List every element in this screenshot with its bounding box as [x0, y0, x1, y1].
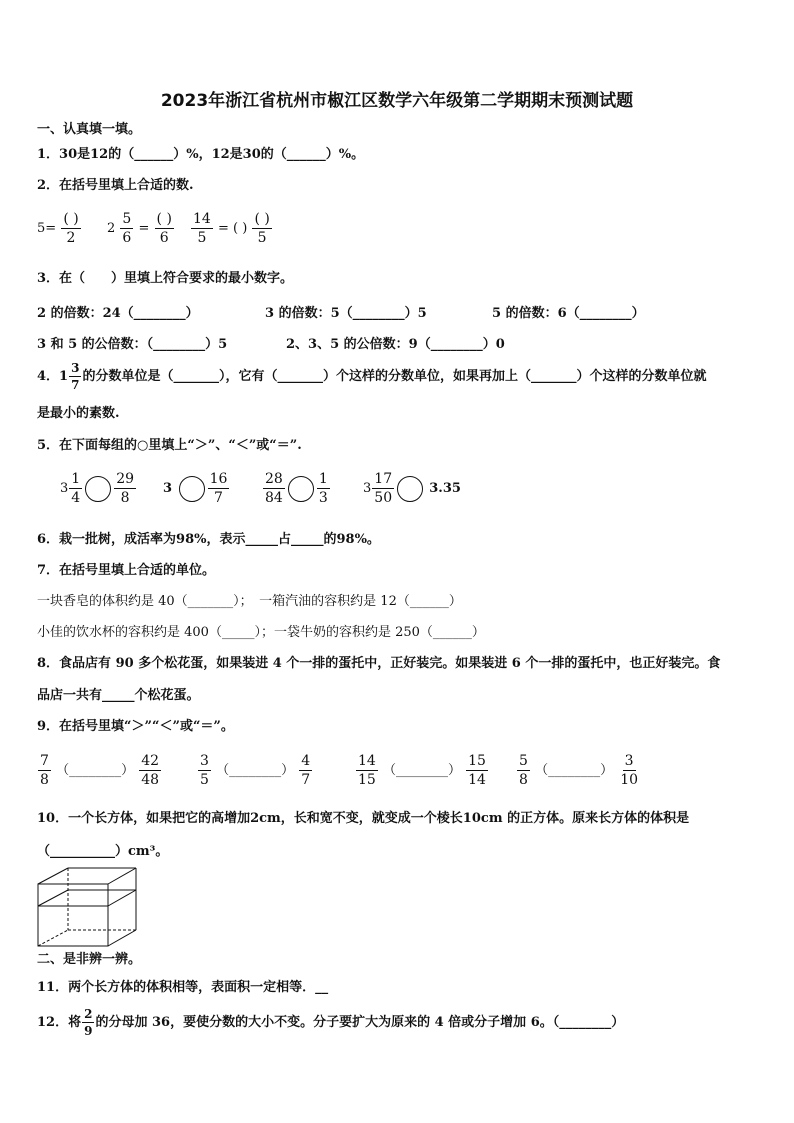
cuboid-cut-line: [108, 890, 136, 906]
question-2-expr-2: [107, 212, 175, 245]
numerator: 14: [193, 211, 211, 227]
fraction: [191, 212, 213, 245]
denominator: 4: [71, 490, 81, 506]
denominator: 5: [200, 772, 209, 788]
question-9-text: 9．在括号里填“＞”“＜”或“＝”。: [37, 719, 234, 734]
question-9-item-2: [197, 754, 313, 787]
question-5-group-1: [60, 472, 137, 505]
answer-blank[interactable]: （________）: [216, 763, 295, 778]
cuboid-edge: [108, 868, 136, 884]
left-value: 3: [163, 481, 173, 496]
fraction: [317, 472, 330, 505]
denominator: 48: [141, 772, 160, 788]
question-3-e: 2、3、5 的公倍数：9（________）0: [286, 337, 505, 352]
fraction: [208, 472, 230, 505]
numerator: 3: [624, 753, 634, 769]
denominator: 7: [301, 772, 311, 788]
numerator: 14: [358, 753, 376, 769]
whole-number: 2: [107, 221, 116, 236]
question-5-group-2: [163, 472, 230, 505]
question-12: [37, 1008, 624, 1037]
section-heading-1: 一、认真填一填。: [37, 122, 142, 137]
cuboid-figure: [36, 864, 140, 950]
numerator: 17: [374, 471, 393, 487]
numerator: 2: [84, 1007, 93, 1021]
cuboid-edge: [38, 868, 68, 884]
denominator: 5: [197, 230, 207, 246]
answer-blank[interactable]: （________）: [382, 763, 461, 778]
fraction: [263, 472, 285, 505]
cuboid-hidden-edge: [38, 930, 68, 946]
question-11: 11．两个长方体的体积相等，表面积一定相等．__: [37, 980, 329, 995]
fraction: [372, 472, 394, 505]
answer-blank[interactable]: （________）: [56, 763, 135, 778]
question-8-line-2: 品店一共有_____个松花蛋。: [37, 688, 200, 703]
numerator: 3: [71, 361, 80, 375]
numerator: ( ): [254, 211, 270, 227]
numerator: ( ): [156, 211, 172, 227]
equals-sign: =: [217, 221, 229, 236]
numerator: 5: [519, 753, 528, 769]
fraction: [61, 212, 80, 245]
fraction: [139, 754, 161, 787]
fraction: [155, 212, 174, 245]
question-3-a: 2 的倍数：24（________）: [37, 306, 199, 321]
question-text: 的分数单位是（_______），它有（_______）个这样的分数单位，如果再加上（_______）个这样的分数单位就: [82, 369, 707, 384]
fraction: [252, 212, 271, 245]
denominator: 84: [265, 490, 283, 506]
question-4-line-1: [37, 362, 706, 391]
question-3-d: 3 和 5 的公倍数：（________）5: [37, 337, 228, 352]
question-2-expr-1: [37, 212, 82, 245]
numerator: ( ): [63, 211, 79, 227]
fraction: [466, 754, 488, 787]
compare-circle[interactable]: [288, 476, 314, 502]
denominator: 3: [318, 490, 328, 506]
question-8-line-1: 8．食品店有 90 多个松花蛋，如果装进 4 个一排的蛋托中，正好装完。如果装进 6 个一排的蛋托中，也正好装完。食: [37, 656, 721, 671]
blank-paren: ( ): [233, 221, 248, 236]
denominator: 9: [84, 1024, 93, 1038]
cuboid-cut-line: [38, 890, 68, 906]
numerator: 42: [141, 753, 160, 769]
section-heading-2: 二、是非辨一辨。: [37, 952, 142, 967]
question-7-b: 小佳的饮水杯的容积约是 400（_____）；一袋牛奶的容积约是 250（______）: [37, 625, 485, 640]
question-2-expr-3: [190, 212, 273, 245]
denominator: 2: [66, 230, 76, 246]
question-4-line-2: 是最小的素数.: [37, 406, 120, 421]
fraction: [618, 754, 640, 787]
question-6: 6．栽一批树，成活率为98%，表示_____占_____的98%。: [37, 532, 380, 547]
denominator: 6: [122, 230, 132, 246]
question-number: 12．将: [37, 1015, 82, 1030]
cuboid-front-face: [38, 884, 108, 946]
cuboid-edge: [108, 930, 136, 946]
denominator: 15: [358, 772, 376, 788]
numerator: 28: [265, 471, 283, 487]
fraction: [69, 362, 81, 391]
question-3-c: 5 的倍数：6（________）: [492, 306, 645, 321]
question-number: 4．1: [37, 369, 69, 384]
fraction: [120, 212, 133, 245]
question-5-group-3: [262, 472, 331, 505]
question-9-item-3: [355, 754, 489, 787]
page-title: 2023年浙江省杭州市椒江区数学六年级第二学期期末预测试题: [160, 91, 634, 111]
numerator: 5: [122, 211, 132, 227]
numerator: 7: [40, 753, 49, 769]
denominator: 50: [374, 490, 393, 506]
denominator: 5: [257, 230, 267, 246]
denominator: 7: [71, 378, 80, 392]
question-text: 的分母加 36，要使分数的大小不变。分子要扩大为原来的 4 倍或分子增加 6。（________）: [95, 1015, 625, 1030]
question-9-item-1: [37, 754, 162, 787]
fraction: [114, 472, 136, 505]
question-3-text: 3．在（ ）里填上符合要求的最小数字。: [37, 271, 294, 286]
compare-circle[interactable]: [179, 476, 205, 502]
question-9-item-4: [516, 754, 641, 787]
numerator: 3: [200, 753, 209, 769]
denominator: 8: [120, 490, 130, 506]
denominator: 8: [519, 772, 528, 788]
denominator: 7: [214, 490, 223, 506]
question-5-group-4: [363, 472, 461, 505]
question-7-text: 7．在括号里填上合适的单位。: [37, 563, 216, 578]
question-1: 1．30是12的（______）%，12是30的（______）%。: [37, 147, 365, 162]
expr-lhs: 5=: [37, 221, 57, 236]
question-3-b: 3 的倍数：5（________）5: [265, 306, 427, 321]
denominator: 10: [620, 772, 639, 788]
fraction: [38, 754, 51, 787]
fraction: [517, 754, 530, 787]
fraction: [69, 472, 82, 505]
answer-blank[interactable]: （________）: [535, 763, 614, 778]
numerator: 16: [209, 471, 228, 487]
denominator: 8: [40, 772, 49, 788]
equals-sign: =: [138, 221, 150, 236]
numerator: 1: [318, 471, 328, 487]
right-value: 3.35: [429, 481, 461, 496]
denominator: 6: [159, 230, 169, 246]
question-10-line-1: 10．一个长方体，如果把它的高增加2cm，长和宽不变，就变成一个棱长10cm 的正方体。原来长方体的体积是: [37, 811, 690, 826]
numerator: 15: [468, 753, 486, 769]
fraction: [356, 754, 378, 787]
denominator: 14: [468, 772, 486, 788]
question-7-a: 一块香皂的体积约是 40（_______）； 一箱汽油的容积约是 12（______）: [37, 594, 462, 609]
question-10-line-2: （__________）cm³。: [37, 844, 169, 859]
whole-number: 3: [363, 481, 372, 496]
fraction: [198, 754, 211, 787]
question-2-text: 2．在括号里填上合适的数.: [37, 178, 194, 193]
compare-circle[interactable]: [85, 476, 111, 502]
numerator: 1: [71, 471, 81, 487]
fraction: [82, 1008, 94, 1037]
numerator: 29: [116, 471, 135, 487]
whole-number: 3: [60, 481, 69, 496]
question-5-text: 5．在下面每组的○里填上“＞”、“＜”或“＝”.: [37, 438, 302, 453]
compare-circle[interactable]: [397, 476, 423, 502]
numerator: 4: [301, 753, 311, 769]
fraction: [299, 754, 312, 787]
